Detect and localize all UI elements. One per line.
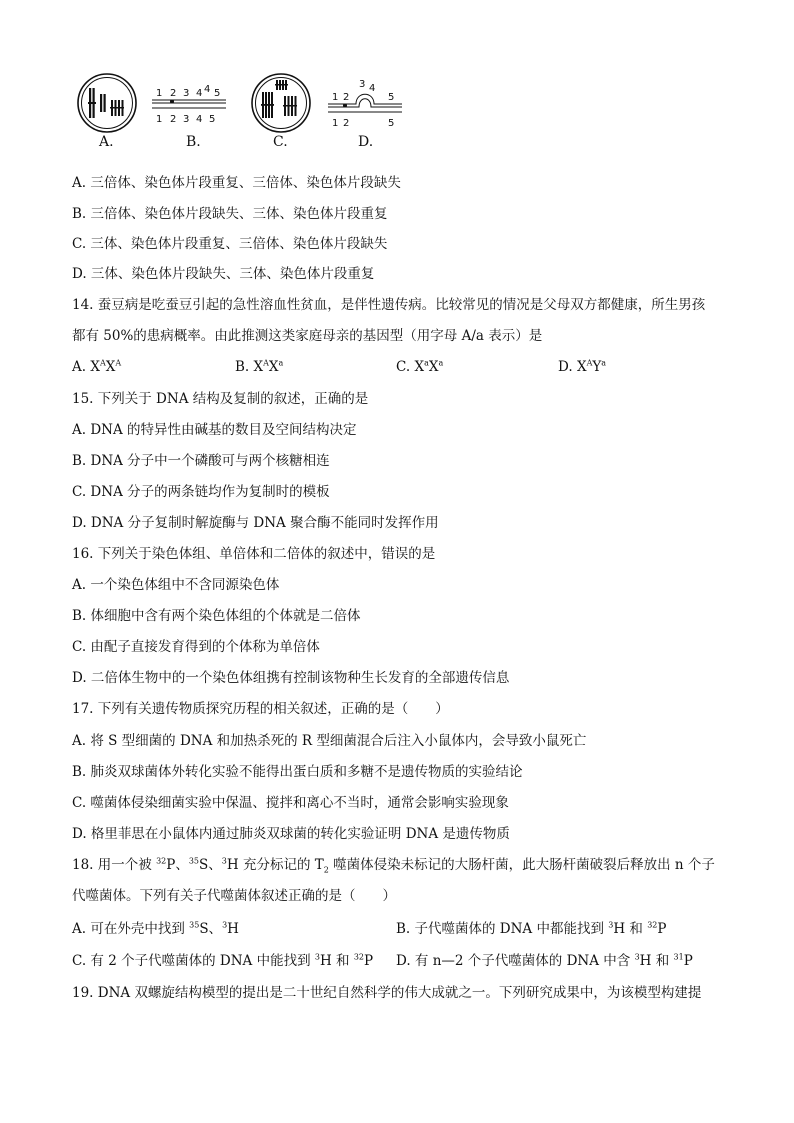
- q18-stem-line1: 18. 用一个被 $^{32}$P、$^{35}$S、$^3$H 充分标记的 $T_2$ 噬菌体侵染未标记的大肠杆菌，此大肠杆菌破裂后释放出 n 个子: [72, 856, 715, 875]
- q18-stem-line2: 代噬菌体。下列有关子代噬菌体叙述正确的是（ ）: [72, 888, 396, 904]
- figure-label-a: A.: [99, 134, 114, 150]
- q18-option-b: B. 子代噬菌体的 DNA 中都能找到 $^3$H 和 $^{32}$P: [396, 920, 667, 937]
- q17-option-c: C. 噬菌体侵染细菌实验中保温、搅拌和离心不当时，通常会影响实验现象: [72, 795, 509, 811]
- q13-option-c: C. 三体、染色体片段重复、三倍体、染色体片段缺失: [72, 236, 388, 252]
- q14-option-c: C. $X^aX^a$: [396, 358, 444, 375]
- d-bot-num-2: 2: [343, 118, 350, 128]
- d-top-num-5: 5: [388, 92, 395, 103]
- q16-option-b: B. 体细胞中含有两个染色体组的个体就是二倍体: [72, 608, 361, 624]
- chromosome-diagram-b: [150, 80, 230, 126]
- q18-option-c: C. 有 2 个子代噬菌体的 DNA 中能找到 $^3$H 和 $^{32}$P: [72, 952, 374, 969]
- figure-label-d: D.: [358, 134, 374, 150]
- figure-label-b: B.: [186, 134, 201, 150]
- q17-option-d: D. 格里菲思在小鼠体内通过肺炎双球菌的转化实验证明 DNA 是遗传物质: [72, 826, 510, 842]
- q15-option-a: A. DNA 的特异性由碱基的数目及空间结构决定: [72, 422, 357, 438]
- q17-stem: 17. 下列有关遗传物质探究历程的相关叙述，正确的是（ ）: [72, 701, 449, 717]
- figure-label-c: C.: [273, 134, 288, 150]
- b-top-num-3: 3: [183, 88, 190, 99]
- q14-option-b: B. $X^AX^a$: [235, 358, 284, 375]
- d-top-num-4: 4: [369, 83, 376, 94]
- cell-diagram-c: [250, 72, 312, 134]
- d-top-num-2: 2: [343, 92, 350, 103]
- q16-stem: 16. 下列关于染色体组、单倍体和二倍体的叙述中，错误的是: [72, 546, 436, 562]
- b-bot-num-3: 3: [183, 114, 190, 125]
- b-top-num-1: 1: [156, 88, 163, 99]
- b-top-num-2: 2: [170, 88, 177, 99]
- q17-option-b: B. 肺炎双球菌体外转化实验不能得出蛋白质和多糖不是遗传物质的实验结论: [72, 764, 523, 780]
- b-top-num-4b: 4: [204, 84, 211, 95]
- q16-option-c: C. 由配子直接发育得到的个体称为单倍体: [72, 639, 320, 655]
- q19-stem: 19. DNA 双螺旋结构模型的提出是二十世纪自然科学的伟大成就之一。下列研究成果中，为该模型构建提: [72, 985, 702, 1001]
- q17-option-a: A. 将 S 型细菌的 DNA 和加热杀死的 R 型细菌混合后注入小鼠体内，会导致小鼠死亡: [72, 733, 587, 749]
- d-bot-num-5: 5: [388, 118, 395, 128]
- q15-stem: 15. 下列关于 DNA 结构及复制的叙述，正确的是: [72, 391, 369, 407]
- d-top-num-1: 1: [332, 92, 339, 103]
- q13-option-a: A. 三倍体、染色体片段重复、三倍体、染色体片段缺失: [72, 175, 401, 191]
- q14-stem-line1: 14. 蚕豆病是吃蚕豆引起的急性溶血性贫血，是伴性遗传病。比较常见的情况是父母双方都健康，所生男孩: [72, 297, 706, 313]
- q18-option-d: D. 有 n—2 个子代噬菌体的 DNA 中含 $^3$H 和 $^{31}$P: [396, 952, 693, 969]
- b-bot-num-4: 4: [196, 114, 203, 125]
- q15-option-c: C. DNA 分子的两条链均作为复制时的模板: [72, 484, 330, 500]
- q15-option-b: B. DNA 分子中一个磷酸可与两个核糖相连: [72, 453, 330, 469]
- b-top-num-5: 5: [214, 88, 221, 99]
- cell-diagram-a: [76, 72, 138, 134]
- q18-option-a: A. 可在外壳中找到 $^{35}$S、$^3$H: [72, 920, 239, 937]
- d-bot-num-1: 1: [332, 118, 339, 128]
- b-bot-num-5: 5: [209, 114, 216, 125]
- q16-option-d: D. 二倍体生物中的一个染色体组携有控制该物种生长发育的全部遗传信息: [72, 670, 510, 686]
- q15-option-d: D. DNA 分子复制时解旋酶与 DNA 聚合酶不能同时发挥作用: [72, 515, 439, 531]
- q14-option-a: A. $X^AX^A$: [72, 358, 122, 375]
- q13-option-d: D. 三体、染色体片段缺失、三体、染色体片段重复: [72, 266, 375, 282]
- q14-option-d: D. $X^AY^a$: [558, 358, 607, 375]
- b-bot-num-1: 1: [156, 114, 163, 125]
- q13-option-b: B. 三倍体、染色体片段缺失、三体、染色体片段重复: [72, 206, 388, 222]
- q16-option-a: A. 一个染色体组中不含同源染色体: [72, 577, 280, 593]
- b-top-num-4: 4: [196, 88, 203, 99]
- q14-stem-line2: 都有 50%的患病概率。由此推测这类家庭母亲的基因型（用字母 A/a 表示）是: [72, 328, 543, 344]
- d-top-num-3: 3: [359, 79, 366, 90]
- chromosome-diagram-d: [326, 76, 406, 128]
- b-bot-num-2: 2: [170, 114, 177, 125]
